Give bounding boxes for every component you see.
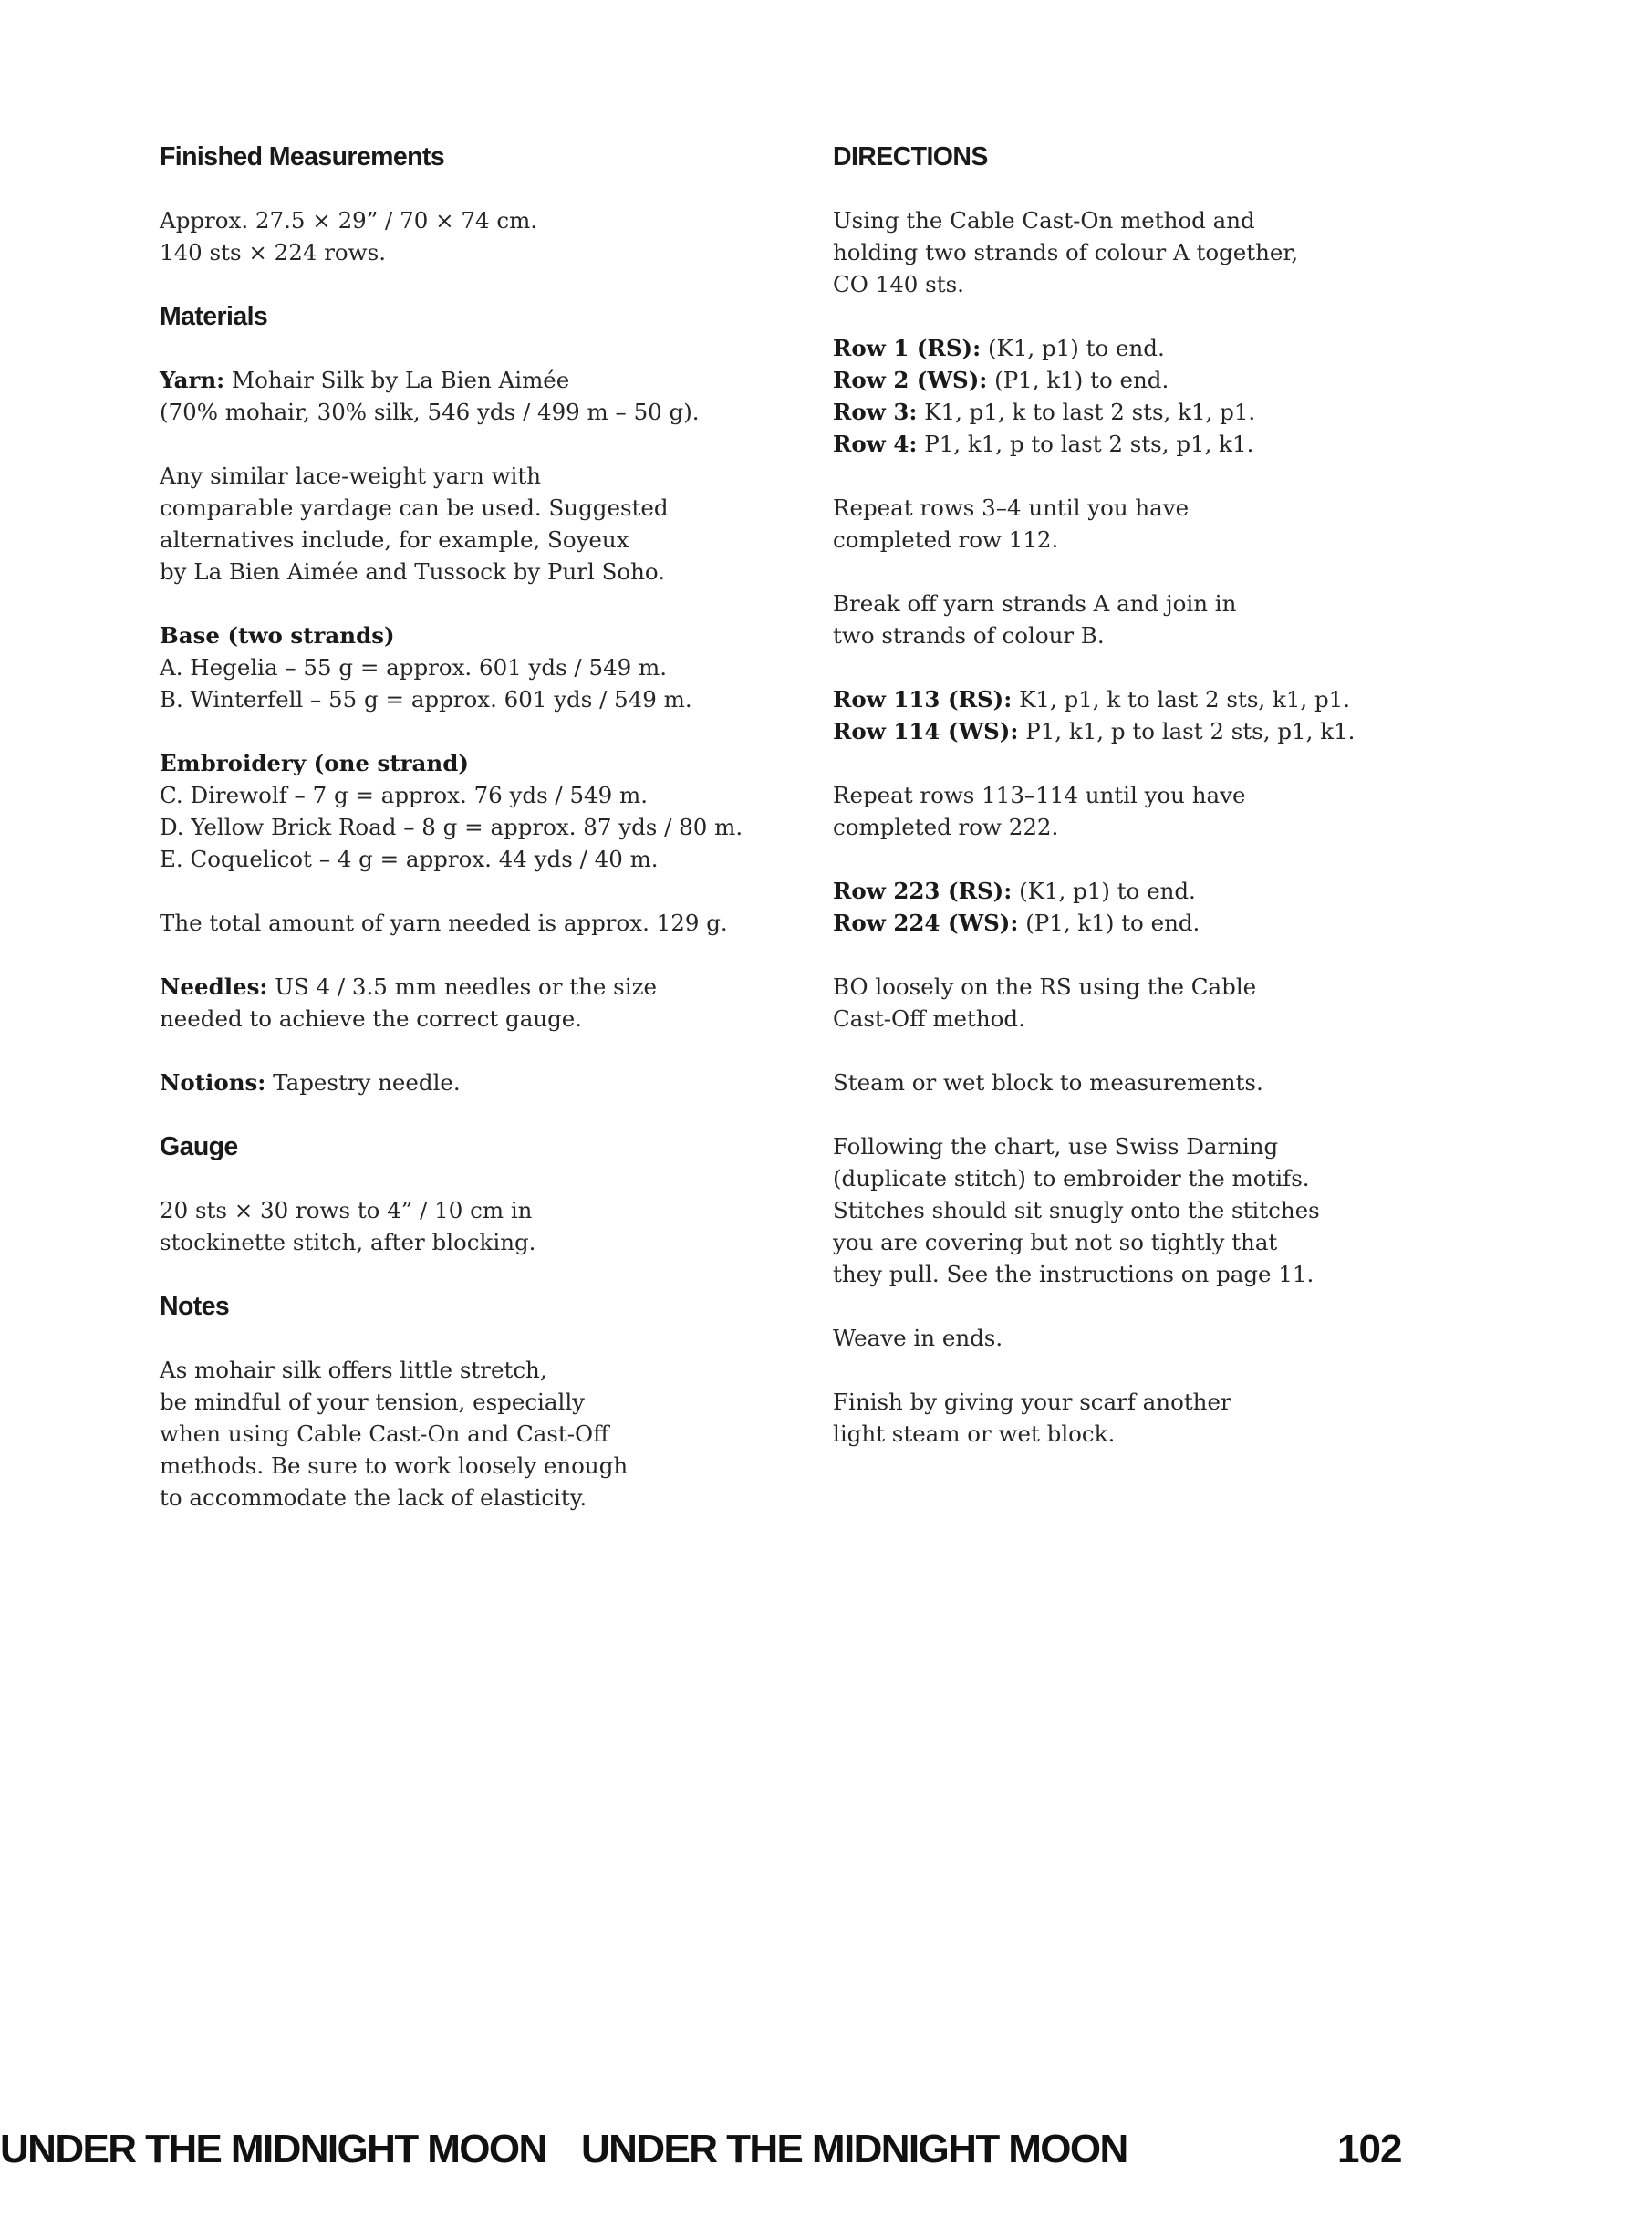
rows-1-4-paragraph [833, 332, 1490, 460]
text-line: you are covering but not so tightly that [833, 1229, 1278, 1255]
text-line: C. Direwolf – 7 g = approx. 76 yds / 549 m. [160, 782, 649, 808]
row-text: K1, p1, k to last 2 sts, k1, p1. [917, 399, 1256, 425]
text-line: E. Coquelicot – 4 g = approx. 44 yds / 40 m. [160, 846, 659, 872]
text-line: The total amount of yarn needed is approx. 129 g. [160, 910, 728, 936]
text-line: Repeat rows 3–4 until you have [833, 494, 1190, 521]
text-line: Any similar lace-weight yarn with [160, 463, 542, 489]
row-instruction [833, 364, 1490, 396]
text-line: 20 sts × 30 rows to 4” / 10 cm in [160, 1197, 533, 1223]
base-yarn-paragraph [160, 619, 798, 715]
base-label: Base (two strands) [160, 622, 395, 649]
blocking-paragraph [833, 1067, 1490, 1098]
text-line: (70% mohair, 30% silk, 546 yds / 499 m – 50 g). [160, 399, 700, 425]
row-instruction [833, 875, 1490, 907]
row-label: Row 114 (WS): [833, 718, 1019, 744]
finished-measurements-heading: Finished Measurements [160, 142, 445, 172]
row-instruction [833, 715, 1490, 747]
text-line: to accommodate the lack of elasticity. [160, 1484, 587, 1511]
text-line: comparable yardage can be used. Suggested [160, 494, 669, 521]
row-label: Row 4: [833, 431, 918, 457]
left-column [160, 140, 798, 1545]
yarn-text: Mohair Silk by La Bien Aimée [224, 367, 570, 393]
text-line: alternatives include, for example, Soyeux [160, 526, 629, 553]
finish-paragraph [833, 1386, 1490, 1450]
row-label: Row 223 (RS): [833, 878, 1013, 904]
page-number: 102 [1337, 2127, 1402, 2171]
text-line: methods. Be sure to work loosely enough [160, 1452, 629, 1479]
row-text: K1, p1, k to last 2 sts, k1, p1. [1012, 686, 1351, 713]
embroidery-label: Embroidery (one strand) [160, 750, 469, 776]
break-yarn-paragraph [833, 588, 1490, 651]
row-text: (P1, k1) to end. [1018, 910, 1200, 936]
text-line [160, 619, 798, 651]
text-line: CO 140 sts. [833, 271, 964, 297]
repeat-rows-113-114-paragraph [833, 779, 1490, 843]
gauge-heading: Gauge [160, 1132, 238, 1161]
text-line: (duplicate stitch) to embroider the motifs. [833, 1165, 1310, 1192]
text-line: 140 sts × 224 rows. [160, 239, 386, 265]
text-line: D. Yellow Brick Road – 8 g = approx. 87 yds / 80 m. [160, 814, 743, 840]
text-line: Cast-Off method. [833, 1005, 1025, 1032]
text-line: Using the Cable Cast-On method and [833, 207, 1255, 234]
embroidery-yarn-paragraph [160, 747, 798, 875]
text-line: light steam or wet block. [833, 1420, 1116, 1447]
text-line: completed row 222. [833, 814, 1059, 840]
notes-heading: Notes [160, 1292, 230, 1321]
yarn-paragraph [160, 364, 798, 428]
footer-book-title: UNDER THE MIDNIGHT MOON [0, 2127, 546, 2171]
weave-ends-paragraph [833, 1322, 1490, 1354]
text-line: Break off yarn strands A and join in [833, 590, 1237, 617]
embroidery-instructions-paragraph [833, 1130, 1490, 1290]
row-text: (K1, p1) to end. [1012, 878, 1196, 904]
notions-text: Tapestry needle. [265, 1069, 461, 1096]
row-text: (K1, p1) to end. [981, 335, 1165, 361]
text-line: when using Cable Cast-On and Cast-Off [160, 1420, 609, 1447]
notes-paragraph [160, 1354, 798, 1514]
row-label: Row 113 (RS): [833, 686, 1013, 713]
text-line: B. Winterfell – 55 g = approx. 601 yds / 549 m. [160, 686, 692, 713]
needles-text: US 4 / 3.5 mm needles or the size [267, 973, 657, 1000]
text-line: As mohair silk offers little stretch, [160, 1357, 547, 1383]
footer-book-title-repeat: UNDER THE MIDNIGHT MOON [581, 2127, 1127, 2171]
text-line: by La Bien Aimée and Tussock by Purl Soho. [160, 558, 665, 585]
text-line [160, 971, 798, 1003]
materials-heading: Materials [160, 302, 268, 331]
row-label: Row 224 (WS): [833, 910, 1019, 936]
rows-113-114-paragraph [833, 683, 1490, 747]
row-instruction [833, 332, 1490, 364]
text-line [160, 364, 798, 396]
text-line: they pull. See the instructions on page 11. [833, 1261, 1314, 1287]
text-line: two strands of colour B. [833, 622, 1105, 649]
row-label: Row 1 (RS): [833, 335, 982, 361]
text-line: Repeat rows 113–114 until you have [833, 782, 1246, 808]
text-line: stockinette stitch, after blocking. [160, 1229, 536, 1255]
text-line: Approx. 27.5 × 29” / 70 × 74 cm. [160, 207, 538, 234]
row-label: Row 3: [833, 399, 918, 425]
needles-paragraph [160, 971, 798, 1035]
notions-label: Notions: [160, 1069, 266, 1096]
text-line: needed to achieve the correct gauge. [160, 1005, 583, 1032]
notions-paragraph [160, 1067, 798, 1098]
finished-measurements-text [160, 204, 798, 268]
bind-off-paragraph [833, 971, 1490, 1035]
text-line: holding two strands of colour A together, [833, 239, 1299, 265]
directions-heading: DIRECTIONS [833, 142, 988, 172]
rows-223-224-paragraph [833, 875, 1490, 939]
text-line: Steam or wet block to measurements. [833, 1069, 1263, 1096]
row-instruction [833, 907, 1490, 939]
row-instruction [833, 428, 1490, 460]
needles-label: Needles: [160, 973, 268, 1000]
text-line: Finish by giving your scarf another [833, 1389, 1231, 1415]
text-line: BO loosely on the RS using the Cable [833, 973, 1257, 1000]
row-instruction [833, 396, 1490, 428]
total-yarn-paragraph [160, 907, 798, 939]
text-line: A. Hegelia – 55 g = approx. 601 yds / 549 m. [160, 654, 668, 681]
text-line: be mindful of your tension, especially [160, 1389, 586, 1415]
text-line: completed row 112. [833, 526, 1059, 553]
text-line: Weave in ends. [833, 1325, 1003, 1351]
text-line: Stitches should sit snugly onto the stitches [833, 1197, 1320, 1223]
row-text: P1, k1, p to last 2 sts, p1, k1. [917, 431, 1254, 457]
text-line [160, 1067, 798, 1098]
gauge-paragraph [160, 1194, 798, 1258]
text-line [160, 747, 798, 779]
similar-yarn-paragraph [160, 460, 798, 588]
row-text: (P1, k1) to end. [987, 367, 1169, 393]
row-text: P1, k1, p to last 2 sts, p1, k1. [1018, 718, 1356, 744]
yarn-label: Yarn: [160, 367, 225, 393]
right-column [833, 140, 1490, 1482]
text-line: Following the chart, use Swiss Darning [833, 1133, 1279, 1160]
repeat-rows-3-4-paragraph [833, 492, 1490, 556]
row-label: Row 2 (WS): [833, 367, 988, 393]
row-instruction [833, 683, 1490, 715]
cast-on-paragraph [833, 204, 1490, 300]
